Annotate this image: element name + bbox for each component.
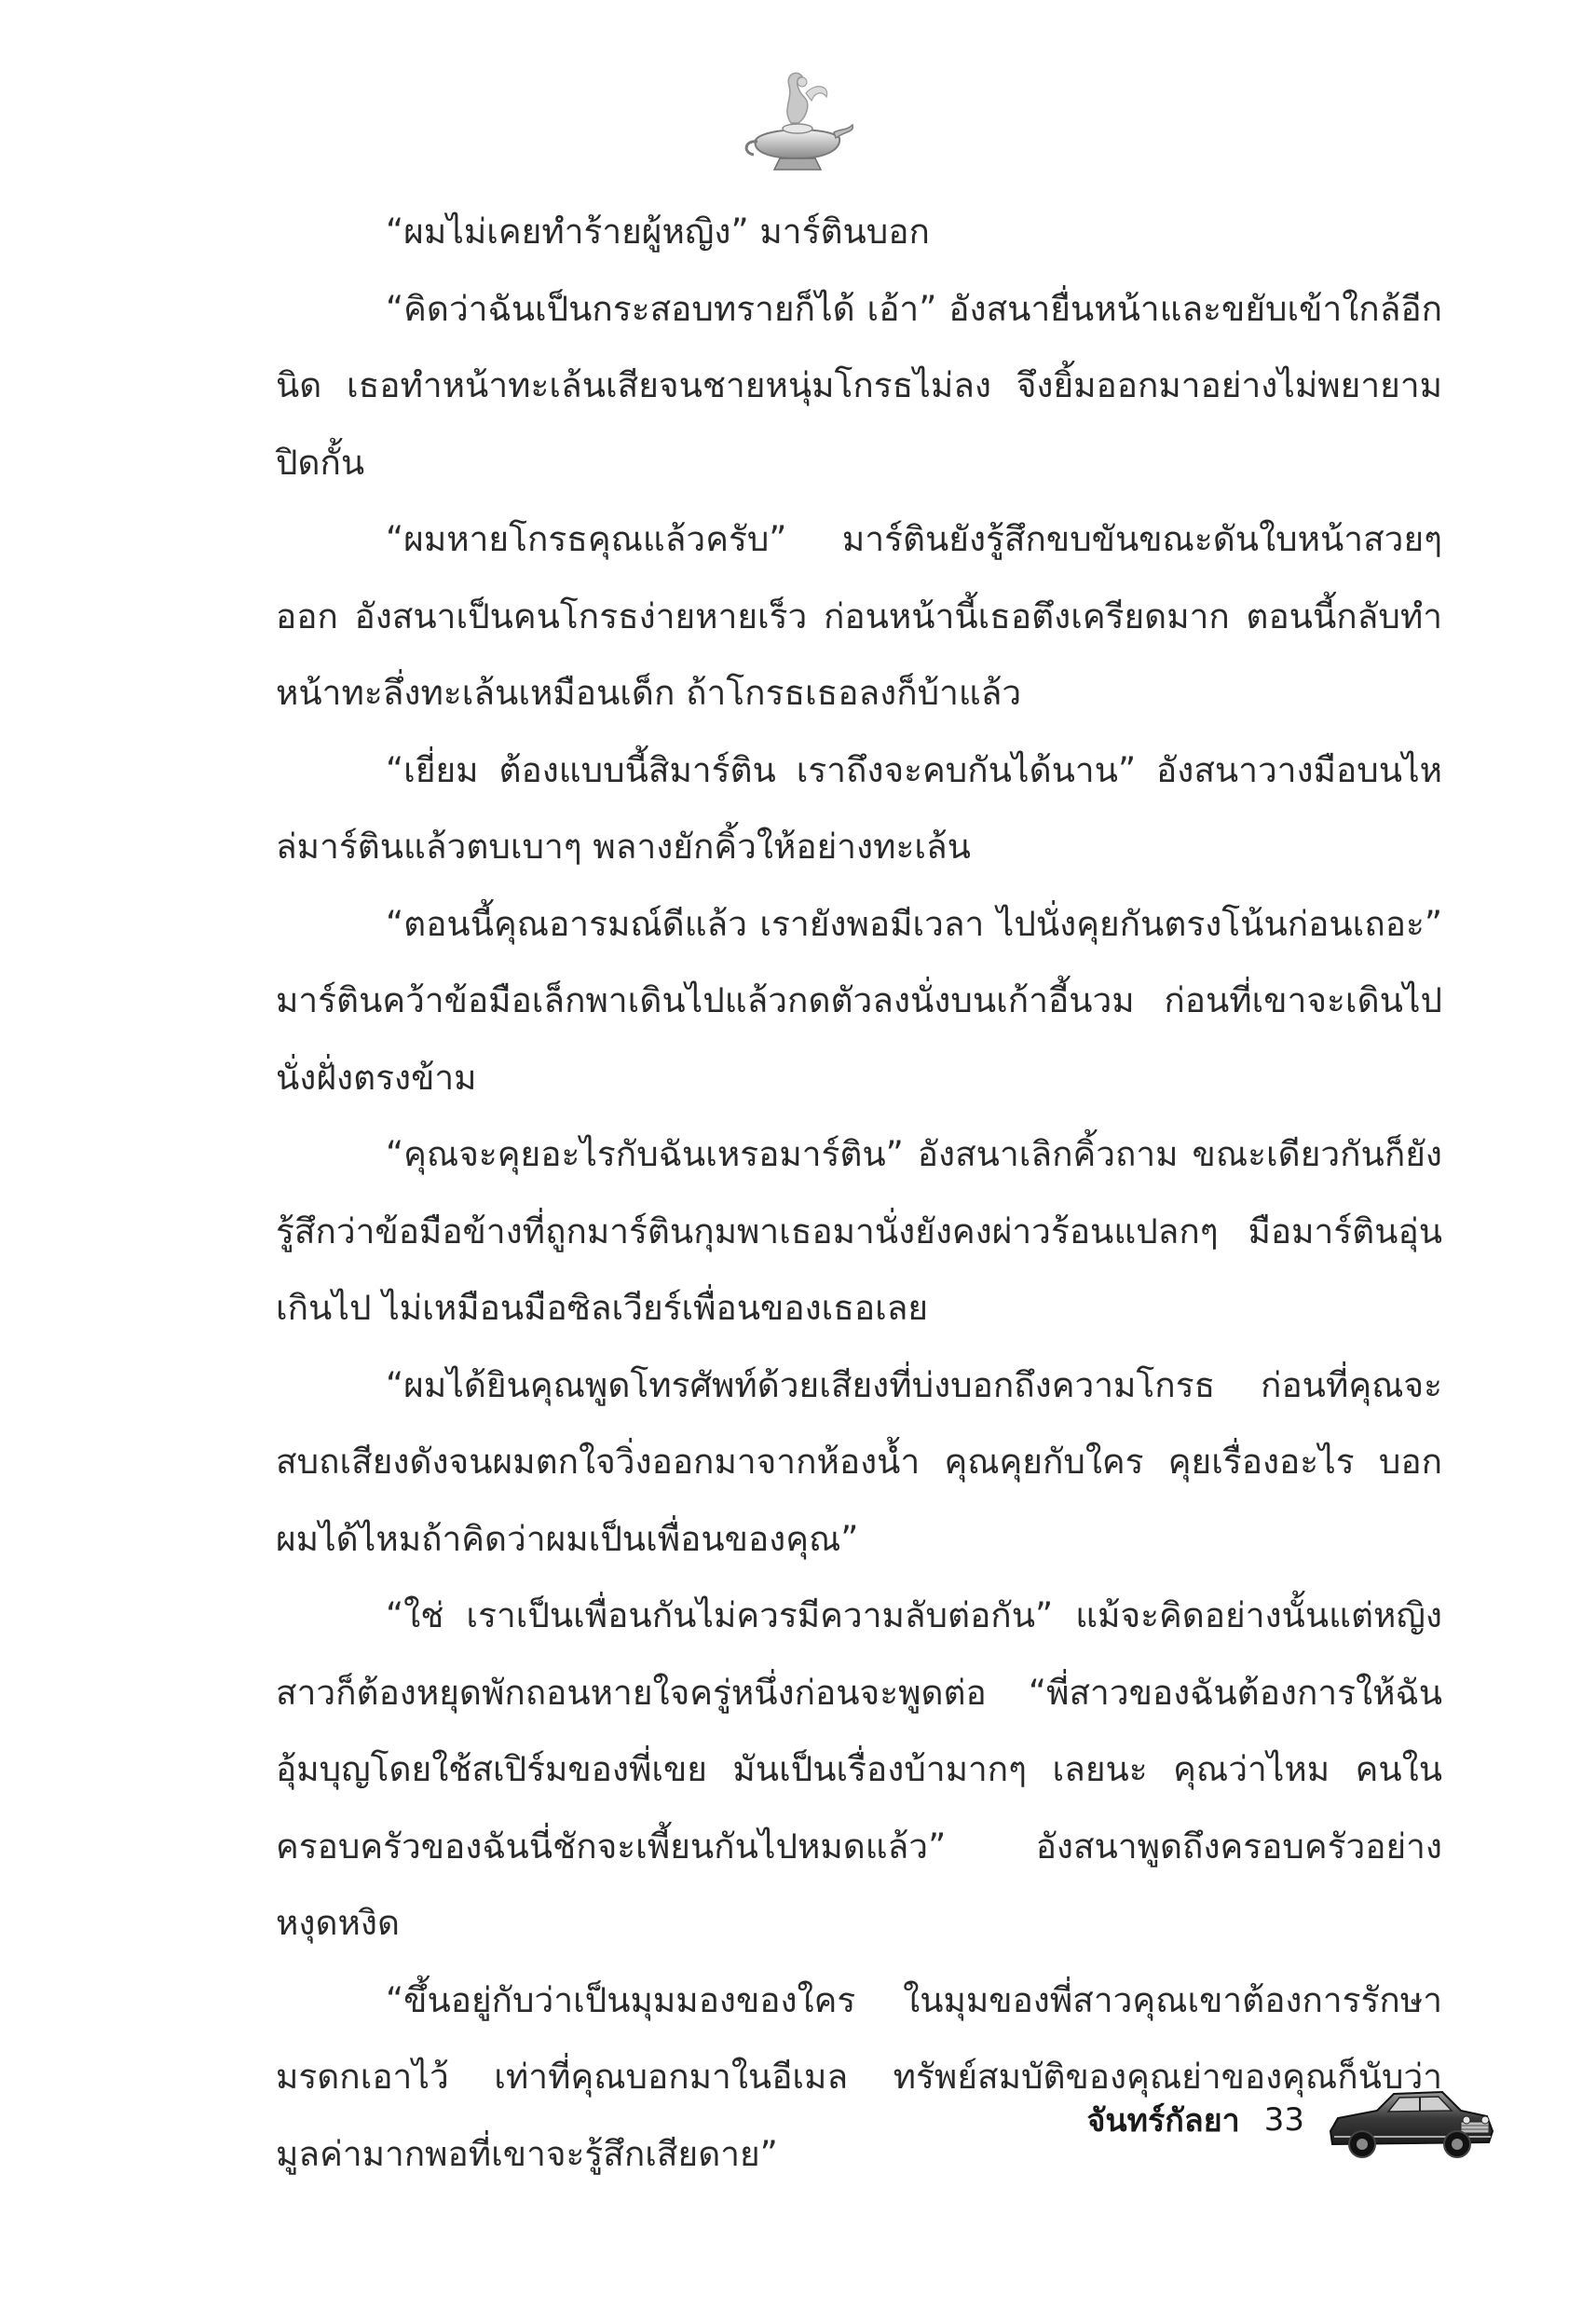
paragraph: “คิดว่าฉันเป็นกระสอบทรายก็ได้ เอ้า” อังสนายื่นหน้าและขยับเข้าใกล้อีกนิด เธอทำหน้าทะเล้นเสียจนชายหนุ่มโกรธไม่ลง จึงยิ้มออกมาอย่างไม่พยายามปิดกั้น bbox=[276, 288, 1442, 483]
story-body bbox=[276, 194, 1442, 2193]
book-title: จันทร์กัลยา bbox=[1086, 2102, 1240, 2140]
paragraph: “ขึ้นอยู่กับว่าเป็นมุมมองของใคร ในมุมของพี่สาวคุณเขาต้องการรักษามรดกเอาไว้ เท่าที่คุณบอกมาในอีเมล ทรัพย์สมบัติของคุณย่าของคุณก็นับว่ามูลค่ามากพอที่เขาจะรู้สึกเสียดาย” bbox=[276, 1979, 1442, 2174]
vintage-car-icon bbox=[1321, 2073, 1498, 2167]
paragraph: “คุณจะคุยอะไรกับฉันเหรอมาร์ติน” อังสนาเลิกคิ้วถาม ขณะเดียวกันก็ยังรู้สึกว่าข้อมือข้างที่ถูกมาร์ตินกุมพาเธอมานั่งยังคงผ่าวร้อนแปลกๆ มือมาร์ตินอุ่นเกินไป ไม่เหมือนมือซิลเวียร์เพื่อนของเธอเลย bbox=[276, 1134, 1442, 1328]
paragraph: “ใช่ เราเป็นเพื่อนกันไม่ควรมีความลับต่อกัน” แม้จะคิดอย่างนั้นแต่หญิงสาวก็ต้องหยุดพักถอนหายใจครู่หนึ่งก่อนจะพูดต่อ “พี่สาวของฉันต้องการให้ฉันอุ้มบุญโดยใช้สเปิร์มของพี่เขย มันเป็นเรื่องบ้ามากๆ เลยนะ คุณว่าไหม คนในครอบครัวของฉันนี่ชักจะเพี้ยนกันไปหมดแล้ว” อังสนาพูดถึงครอบครัวอย่างหงุดหงิด bbox=[276, 1595, 1442, 1943]
paragraph: “ผมได้ยินคุณพูดโทรศัพท์ด้วยเสียงที่บ่งบอกถึงความโกรธ ก่อนที่คุณจะสบถเสียงดังจนผมตกใจวิ่งออกมาจากห้องน้ำ คุณคุยกับใคร คุยเรื่องอะไร บอกผมได้ไหมถ้าคิดว่าผมเป็นเพื่อนของคุณ” bbox=[276, 1364, 1442, 1559]
paragraph: “ผมไม่เคยทำร้ายผู้หญิง” มาร์ตินบอก bbox=[386, 212, 930, 252]
paragraph: “ผมหายโกรธคุณแล้วครับ” มาร์ตินยังรู้สึกขบขันขณะดันใบหน้าสวยๆ ออก อังสนาเป็นคนโกรธง่ายหายเร็ว ก่อนหน้านี้เธอตึงเครียดมาก ตอนนี้กลับทำหน้าทะลึ่งทะเล้นเหมือนเด็ก ถ้าโกรธเธอลงก็บ้าแล้ว bbox=[276, 519, 1442, 713]
paragraph: “เยี่ยม ต้องแบบนี้สิมาร์ติน เราถึงจะคบกันได้นาน” อังสนาวางมือบนไหล่มาร์ตินแล้วตบเบาๆ พลางยักคิ้วให้อย่างทะเล้น bbox=[276, 749, 1442, 867]
paragraph: “ตอนนี้คุณอารมณ์ดีแล้ว เรายังพอมีเวลา ไปนั่งคุยกันตรงโน้นก่อนเถอะ” มาร์ตินคว้าข้อมือเล็กพาเดินไปแล้วกดตัวลงนั่งบนเก้าอี้นวม ก่อนที่เขาจะเดินไปนั่งฝั่งตรงข้าม bbox=[276, 903, 1442, 1098]
page-number: 33 bbox=[1263, 2101, 1304, 2139]
genie-lamp-icon bbox=[737, 65, 858, 186]
page-footer bbox=[1086, 2069, 1498, 2171]
